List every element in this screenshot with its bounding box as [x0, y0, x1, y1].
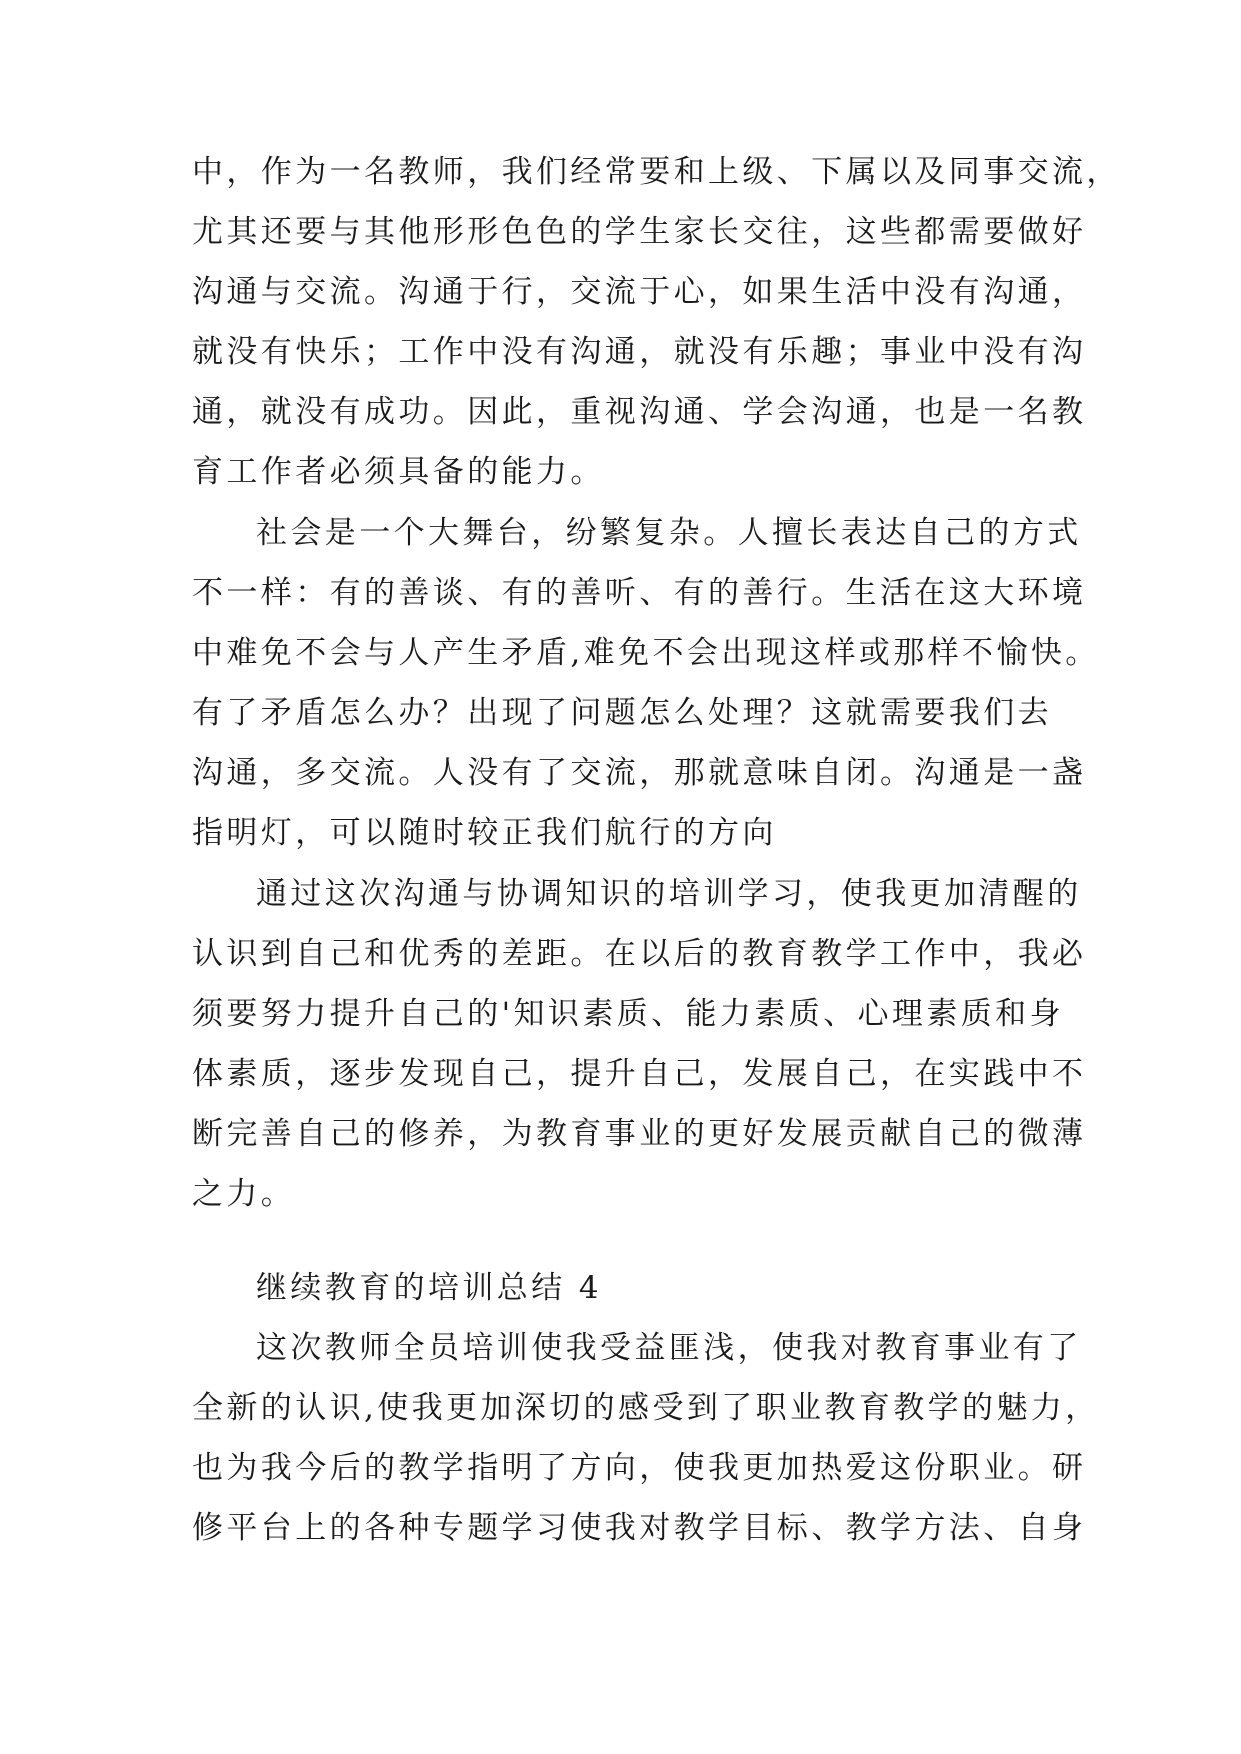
- paragraph-4-line-3: 也为我今后的教学指明了方向，使我更加热爱这份职业。研: [192, 1450, 1087, 1486]
- paragraph-4-line-1: 这次教师全员培训使我受益匪浅，使我对教育事业有了: [256, 1330, 1082, 1366]
- paragraph-1-line-1: 中，作为一名教师，我们经常要和上级、下属以及同事交流，: [192, 154, 1121, 190]
- paragraph-3-line-4: 体素质，逐步发现自己，提升自己，发展自己，在实践中不: [192, 1056, 1087, 1092]
- paragraph-3-line-3: 须要努力提升自己的'知识素质、能力素质、心理素质和身: [192, 996, 1064, 1032]
- section-heading: 继续教育的培训总结 4: [256, 1270, 602, 1306]
- paragraph-3-line-2: 认识到自己和优秀的差距。在以后的教育教学工作中，我必: [192, 936, 1087, 972]
- paragraph-2-line-2: 不一样：有的善谈、有的善听、有的善行。生活在这大环境: [192, 575, 1087, 611]
- paragraph-3-line-5: 断完善自己的修养，为教育事业的更好发展贡献自己的微薄: [192, 1116, 1087, 1152]
- paragraph-2-line-3: 中难免不会与人产生矛盾,难免不会出现这样或那样不愉快。: [192, 635, 1100, 671]
- paragraph-4-line-4: 修平台上的各种专题学习使我对教学目标、教学方法、自身: [192, 1510, 1087, 1546]
- paragraph-3-line-1: 通过这次沟通与协调知识的培训学习，使我更加清醒的: [256, 876, 1082, 912]
- paragraph-3-line-6: 之力。: [192, 1176, 296, 1212]
- paragraph-2-line-6: 指明灯，可以随时较正我们航行的方向: [192, 815, 777, 851]
- paragraph-1-line-4: 就没有快乐；工作中没有沟通，就没有乐趣；事业中没有沟: [192, 334, 1087, 370]
- paragraph-2-line-1: 社会是一个大舞台，纷繁复杂。人擅长表达自己的方式: [256, 515, 1082, 551]
- paragraph-1-line-6: 育工作者必须具备的能力。: [192, 454, 605, 490]
- paragraph-1-line-3: 沟通与交流。沟通于行，交流于心，如果生活中没有沟通，: [192, 274, 1087, 310]
- paragraph-1-line-5: 通，就没有成功。因此，重视沟通、学会沟通，也是一名教: [192, 394, 1087, 430]
- paragraph-1-line-2: 尤其还要与其他形形色色的学生家长交往，这些都需要做好: [192, 214, 1087, 250]
- paragraph-2-line-4: 有了矛盾怎么办？出现了问题怎么处理？这就需要我们去: [192, 695, 1052, 731]
- paragraph-4-line-2: 全新的认识,使我更加深切的感受到了职业教育教学的魅力，: [192, 1390, 1100, 1426]
- paragraph-2-line-5: 沟通，多交流。人没有了交流，那就意味自闭。沟通是一盏: [192, 755, 1087, 791]
